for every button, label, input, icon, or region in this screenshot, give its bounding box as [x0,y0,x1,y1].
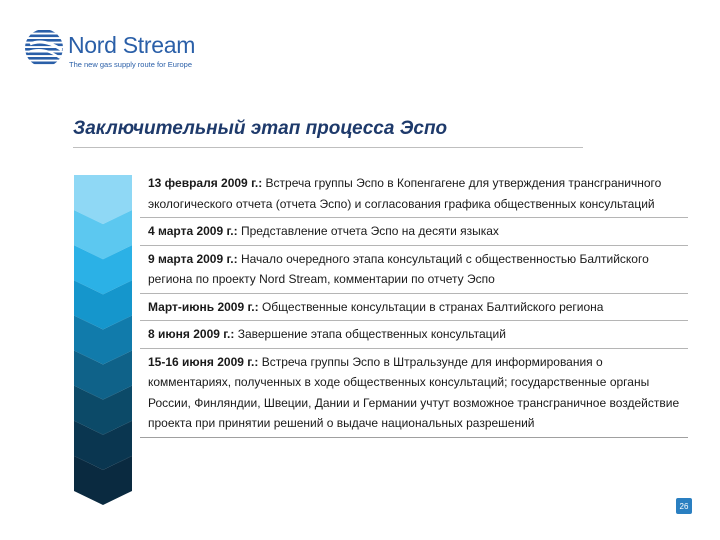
page-title: Заключительный этап процесса Эспо [73,118,448,139]
event-item [140,323,688,349]
event-text: Общественные консультации в странах Балтийского региона [261,299,604,314]
event-text: Представление отчета Эспо на десяти языках [240,224,499,238]
nord-stream-logo [22,24,222,74]
event-text: Начало очередного этапа консультаций с общественностью Балтийского региона по проекту Nord Stream, комментарии по отчету Эспо [148,251,649,286]
page-number: 26 [676,498,692,514]
globe-icon [22,24,70,72]
event-item [140,296,688,322]
event-text: Завершение этапа общественных консультаций [237,327,506,341]
event-item [140,172,688,218]
event-text: Встреча группы Эспо в Штральзунде для информирования о комментариях, полученных в ходе общественных консультаций; государственные органы России, Финляндии, Швеции, Дании и Германии учтут возможное трансграничное воздействие проекта при принятии решений о выдаче национальных разрешений [148,354,680,430]
logo-wordmark: Nord Stream [68,32,196,58]
event-date: 8 июня 2009 г.: [148,327,235,341]
event-item [140,220,688,246]
title-divider [73,147,583,148]
event-date: 15-16 июня 2009 г.: [148,354,259,369]
event-date: 4 марта 2009 г.: [148,224,238,238]
event-text: Встреча группы Эспо в Копенгагене для утверждения трансграничного экологического отчета (отчета Эспо) и согласования графика общественных консультаций [148,176,662,211]
logo-tagline: The new gas supply route for Europe [69,60,192,69]
event-date: Март-июнь 2009 г.: [148,299,259,314]
events-list [140,172,688,440]
event-item [140,248,688,294]
timeline-chevrons [74,175,132,505]
event-date: 9 марта 2009 г.: [148,251,238,266]
event-item [140,351,688,438]
event-date: 13 февраля 2009 г.: [148,176,263,190]
